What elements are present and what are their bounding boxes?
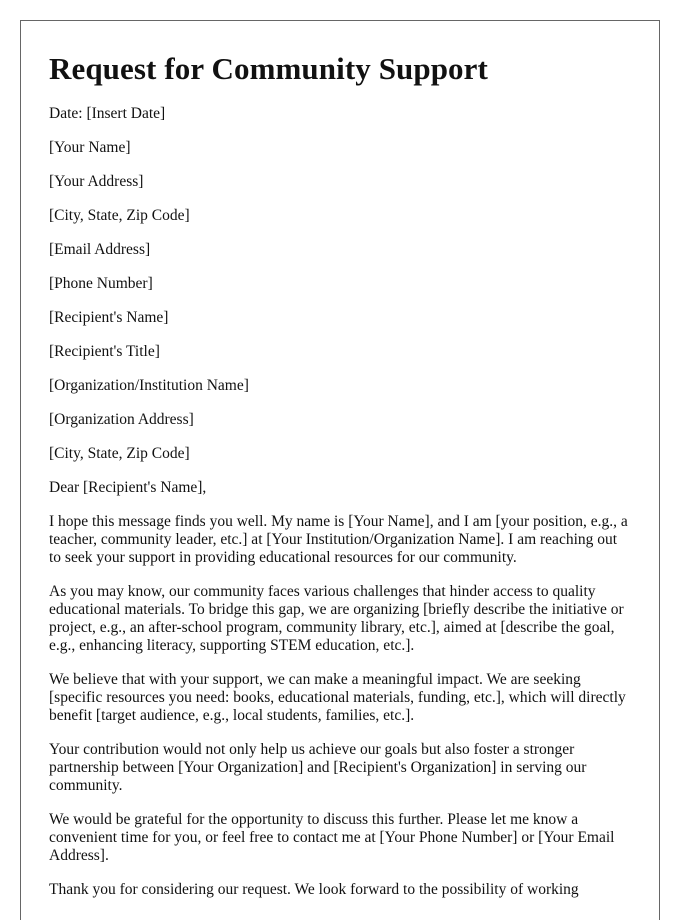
body-paragraph-support: We believe that with your support, we can make a meaningful impact. We are seeking [specific resources you need: books, educational materials, funding, etc.], which will directly benefit [target audience, e.g., local students, families, etc.]. [49, 671, 626, 724]
salutation: Dear [Recipient's Name], [49, 479, 207, 496]
sender-address: [Your Address] [49, 173, 144, 190]
recipient-address: [Organization Address] [49, 411, 194, 428]
letter-content [49, 49, 629, 915]
letter-page [20, 20, 660, 920]
body-paragraph-discussion: We would be grateful for the opportunity to discuss this further. Please let me know a convenient time for you, or feel free to contact me at [Your Phone Number] or [Your Email Address]. [49, 811, 615, 864]
body-paragraph-challenges: As you may know, our community faces various challenges that hinder access to quality educational materials. To bridge this gap, we are organizing [briefly describe the initiative or project, e.g., an after-school program, community library, etc.], aimed at [describe the goal, e.g., enhancing literacy, supporting STEM education, etc.]. [49, 583, 624, 654]
recipient-title: [Recipient's Title] [49, 343, 160, 360]
sender-email: [Email Address] [49, 241, 151, 258]
body-paragraph-thanks: Thank you for considering our request. We look forward to the possibility of working [49, 881, 579, 898]
body-paragraph-intro: I hope this message finds you well. My name is [Your Name], and I am [your position, e.g., a teacher, community leader, etc.] at [Your Institution/Organization Name]. I am reaching out to seek your support in providing educational resources for our community. [49, 513, 628, 566]
recipient-organization: [Organization/Institution Name] [49, 377, 249, 394]
body-paragraph-contribution: Your contribution would not only help us achieve our goals but also foster a stronger partnership between [Your Organization] and [Recipient's Organization] in serving our community. [49, 741, 587, 794]
sender-city-state-zip: [City, State, Zip Code] [49, 207, 190, 224]
sender-phone: [Phone Number] [49, 275, 153, 292]
sender-name: [Your Name] [49, 139, 131, 156]
recipient-name: [Recipient's Name] [49, 309, 169, 326]
date-line: Date: [Insert Date] [49, 105, 166, 122]
letter-title: Request for Community Support [49, 51, 488, 86]
recipient-city-state-zip: [City, State, Zip Code] [49, 445, 190, 462]
